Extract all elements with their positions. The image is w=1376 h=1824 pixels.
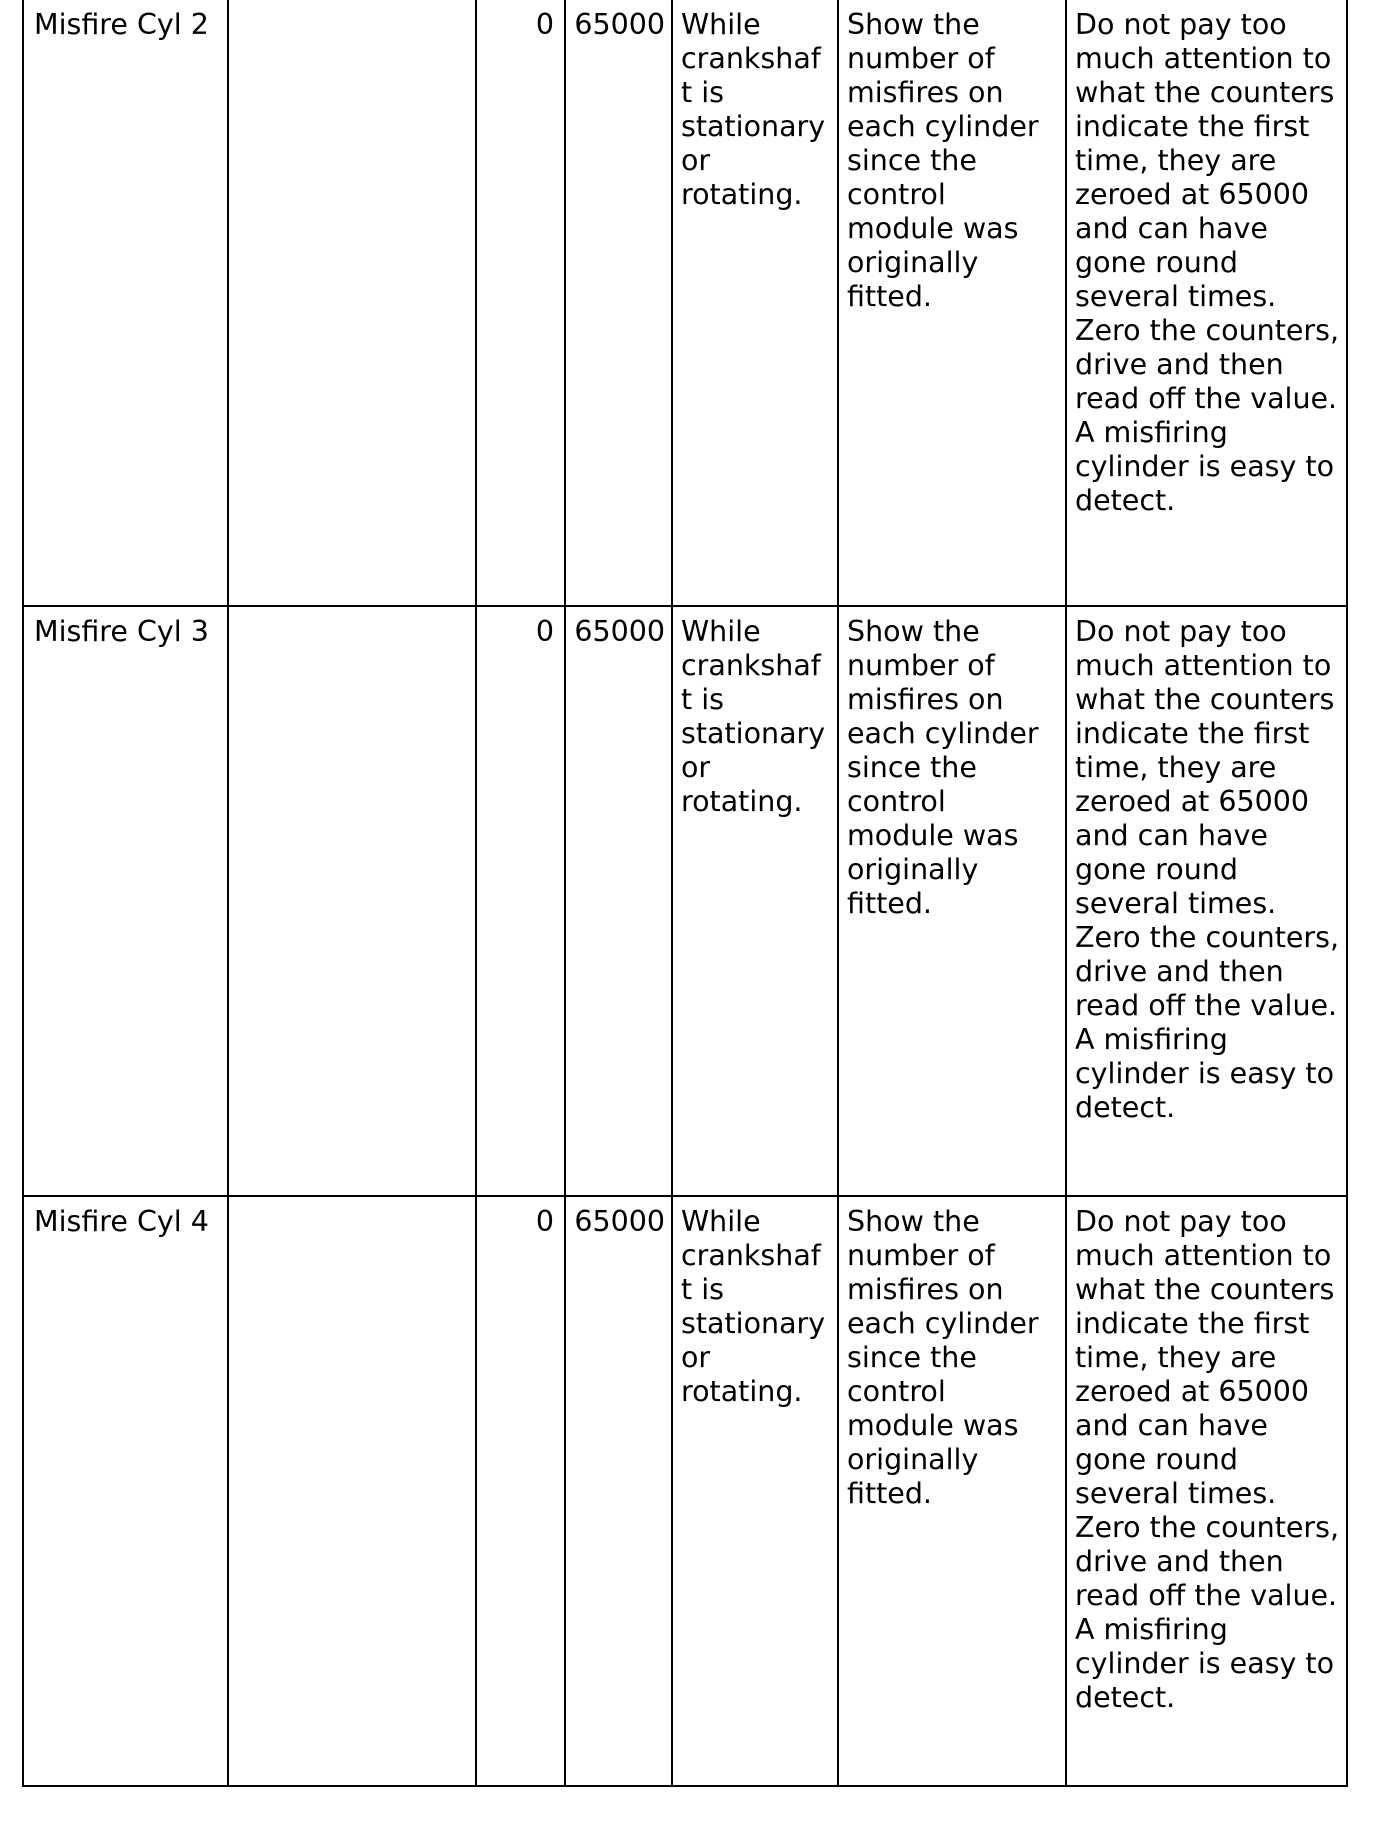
table-row [23,0,1347,606]
description-cell [838,0,1066,606]
comment-text: Do not pay too much attention to what the counters indicate the first time, they are zeroed at 65000 and can have gone round several times. Zero the counters, drive and then read off the value. A misfiring cylinder is easy to detect. [1075,615,1340,1124]
conditions-cell [672,1196,838,1786]
comment-text: Do not pay too much attention to what the counters indicate the first time, they are zeroed at 65000 and can have gone round several times. Zero the counters, drive and then read off the value. A misfiring cylinder is easy to detect. [1075,8,1340,517]
max-value-cell [565,1196,672,1786]
max-value-cell [565,0,672,606]
max-value: 65000 [574,615,665,648]
table-row [23,1196,1347,1786]
conditions-text: While crankshaft is stationary or rotating. [681,615,826,818]
description-text: Show the number of misfires on each cylinder since the control module was originally fitted. [847,8,1039,313]
max-value: 65000 [574,8,665,41]
comment-cell [1066,606,1347,1196]
min-value: 0 [535,1205,554,1238]
conditions-cell [672,0,838,606]
conditions-text: While crankshaft is stationary or rotating. [681,1205,826,1408]
conditions-cell [672,606,838,1196]
comment-text: Do not pay too much attention to what the counters indicate the first time, they are zeroed at 65000 and can have gone round several times. Zero the counters, drive and then read off the value. A misfiring cylinder is easy to detect. [1075,1205,1340,1714]
max-value: 65000 [574,1205,665,1238]
unit-cell [228,1196,476,1786]
description-cell [838,606,1066,1196]
parameter-name-cell [23,1196,228,1786]
conditions-text: While crankshaft is stationary or rotating. [681,8,826,211]
description-text: Show the number of misfires on each cylinder since the control module was originally fitted. [847,1205,1039,1510]
parameter-name-cell [23,606,228,1196]
unit-cell [228,0,476,606]
min-value-cell [476,0,565,606]
unit-cell [228,606,476,1196]
min-value-cell [476,1196,565,1786]
description-cell [838,1196,1066,1786]
parameter-name: Misfire Cyl 2 [34,8,209,41]
comment-cell [1066,0,1347,606]
parameter-table [22,0,1348,1787]
parameter-name: Misfire Cyl 3 [34,615,209,648]
max-value-cell [565,606,672,1196]
min-value: 0 [535,8,554,41]
parameter-name: Misfire Cyl 4 [34,1205,209,1238]
min-value: 0 [535,615,554,648]
comment-cell [1066,1196,1347,1786]
description-text: Show the number of misfires on each cylinder since the control module was originally fitted. [847,615,1039,920]
parameter-name-cell [23,0,228,606]
min-value-cell [476,606,565,1196]
table-row [23,606,1347,1196]
